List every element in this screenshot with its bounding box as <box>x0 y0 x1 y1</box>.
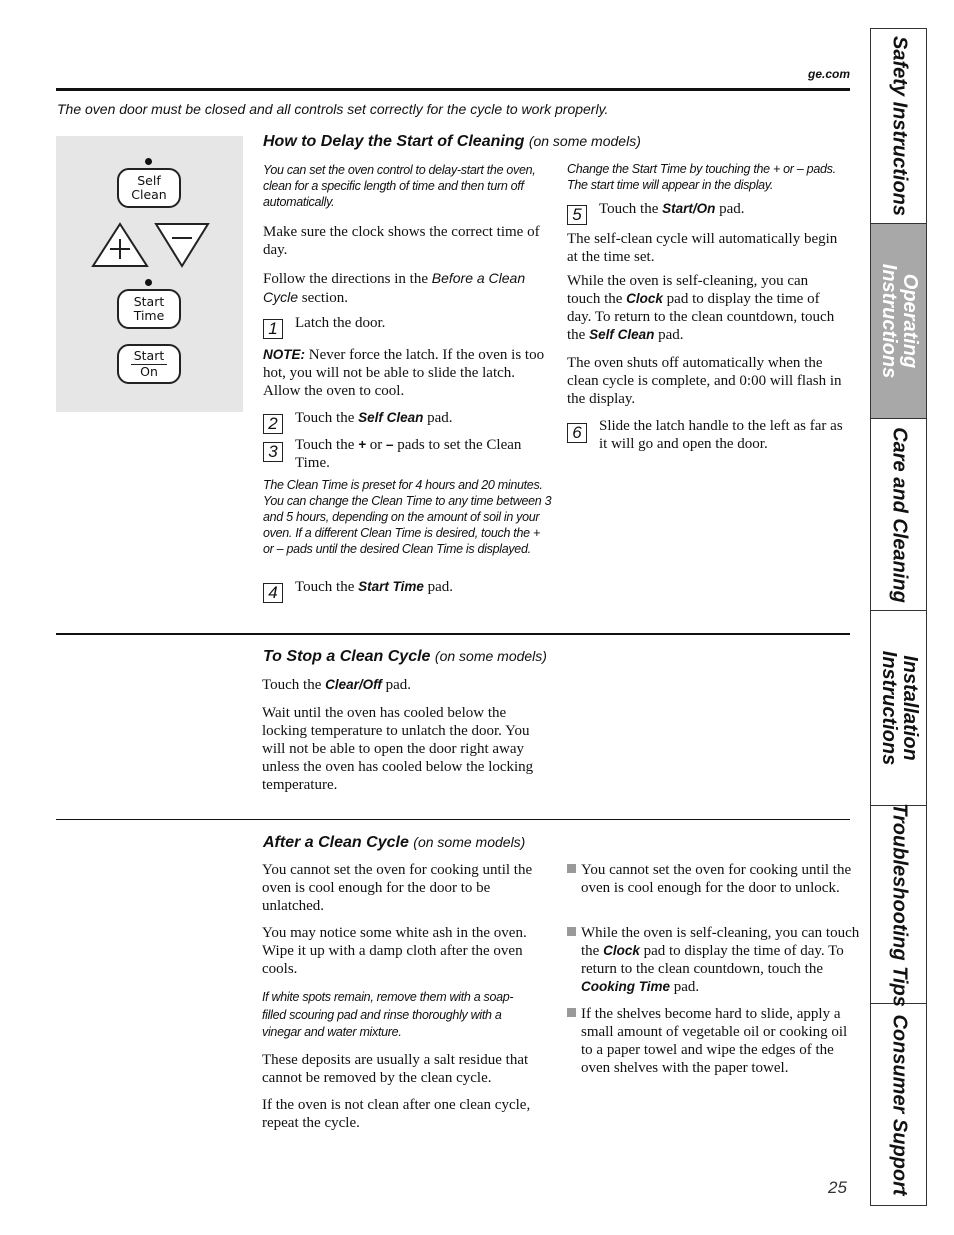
stop-heading: To Stop a Clean Cycle (on some models) <box>263 648 547 665</box>
step-2-text: Touch the Self Clean pad. <box>295 410 453 426</box>
after-note: If white spots remain, remove them with a soap-filled scouring pad and rinse thoroughly with a vinegar and water mixture. <box>262 990 514 1039</box>
plus-pad-icon <box>91 222 149 268</box>
delay-note-2: The Clean Time is preset for 4 hours and 20 minutes. You can change the Clean Time to any time between 3 and 5 hours, depending on the amount of soil in your oven. If a different Clean Time is desired, touch the + or – pads until the desired Clean Time is displayed. <box>263 478 552 556</box>
delay-note-warning: NOTE: Never force the latch. If the oven is too hot, you will not be able to slide the latch. Allow the oven to cool. <box>263 347 545 399</box>
indicator-dot <box>145 158 152 165</box>
tab-consumer-support[interactable]: Consumer Support <box>888 1013 910 1196</box>
stop-para-2: Wait until the oven has cooled below the locking temperature to unlatch the door. You will not be able to open the door right away unless the oven has cooled below the locking temperature. <box>262 705 534 793</box>
tab-safety-instructions[interactable]: Safety Instructions <box>871 29 926 224</box>
self-clean-key: Self Clean <box>117 168 181 208</box>
after-bullet-2: While the oven is self-cleaning, you can touch the Clock pad to display the time of day. To return to the clean countdown, touch the Cooking Time pad. <box>567 924 861 996</box>
tab-operating-instructions[interactable]: Operating Instructions <box>871 224 926 419</box>
delay-para-2: Follow the directions in the Before a Clean Cycle section. <box>263 270 526 306</box>
page-number: 25 <box>828 1178 847 1197</box>
section-tabs <box>870 28 927 1206</box>
step-1-number: 1 <box>263 319 283 339</box>
delay-note-3: Change the Start Time by touching the + or – pads. The start time will appear in the display. <box>567 162 836 192</box>
site-url: ge.com <box>807 67 850 81</box>
after-bullet-3: If the shelves become hard to slide, apply a small amount of vegetable oil or cooking oil to a paper towel and wipe the edges of the oven shelves with the paper towel. <box>567 1005 861 1077</box>
after-para-2: You may notice some white ash in the oven. Wipe it up with a damp cloth after the oven cools. <box>262 925 527 977</box>
tab-troubleshooting-tips[interactable]: Troubleshooting Tips <box>871 806 926 1004</box>
bullet-icon <box>567 1008 576 1017</box>
step-3-text: Touch the + or – pads to set the Clean Time. <box>295 437 522 471</box>
step-1-text: Latch the door. <box>295 315 386 331</box>
after-para-4: If the oven is not clean after one clean cycle, repeat the cycle. <box>262 1097 531 1131</box>
delay-heading: How to Delay the Start of Cleaning (on some models) <box>263 133 641 150</box>
step-3-number: 3 <box>263 442 283 462</box>
after-heading: After a Clean Cycle (on some models) <box>263 834 526 851</box>
step-2-number: 2 <box>263 414 283 434</box>
step-4-text: Touch the Start Time pad. <box>295 579 454 595</box>
after-para-3: These deposits are usually a salt residue that cannot be removed by the clean cycle. <box>262 1052 529 1086</box>
delay-para-1: Make sure the clock shows the correct time of day. <box>263 224 540 258</box>
section-rule <box>56 633 850 635</box>
control-panel-illustration <box>56 136 243 412</box>
intro-text: The oven door must be closed and all controls set correctly for the cycle to work properly. <box>57 101 609 117</box>
delay-right-para-3: The oven shuts off automatically when the clean cycle is complete, and 0:00 will flash in the display. <box>567 355 842 407</box>
tab-care-and-cleaning[interactable]: Care and Cleaning <box>871 419 926 611</box>
section-rule <box>56 819 850 820</box>
delay-right-para-1: The self-clean cycle will automatically begin at the time set. <box>567 231 838 265</box>
indicator-dot <box>145 279 152 286</box>
step-6-text: Slide the latch handle to the left as far as it will go and open the door. <box>599 418 843 452</box>
stop-para-1: Touch the Clear/Off pad. <box>262 677 412 693</box>
top-rule <box>56 88 850 91</box>
after-para-1: You cannot set the oven for cooking until the oven is cool enough for the door to be unlatched. <box>262 862 533 914</box>
start-on-key: Start On <box>117 344 181 384</box>
delay-right-para-2: While the oven is self-cleaning, you can touch the Clock pad to display the time of day. To return to the clean countdown, touch the Self Clean pad. <box>567 273 835 343</box>
step-5-text: Touch the Start/On pad. <box>599 201 745 217</box>
start-time-key: Start Time <box>117 289 181 329</box>
step-4-number: 4 <box>263 583 283 603</box>
minus-pad-icon <box>154 222 210 268</box>
tab-installation-instructions[interactable]: Installation Instructions <box>871 611 926 806</box>
after-bullet-1: You cannot set the oven for cooking until the oven is cool enough for the door to unlock. <box>567 861 864 897</box>
step-5-number: 5 <box>567 205 587 225</box>
bullet-icon <box>567 927 576 936</box>
delay-note-1: You can set the oven control to delay-start the oven, clean for a specific length of time and then turn off automatically. <box>263 163 536 209</box>
bullet-icon <box>567 864 576 873</box>
step-6-number: 6 <box>567 423 587 443</box>
